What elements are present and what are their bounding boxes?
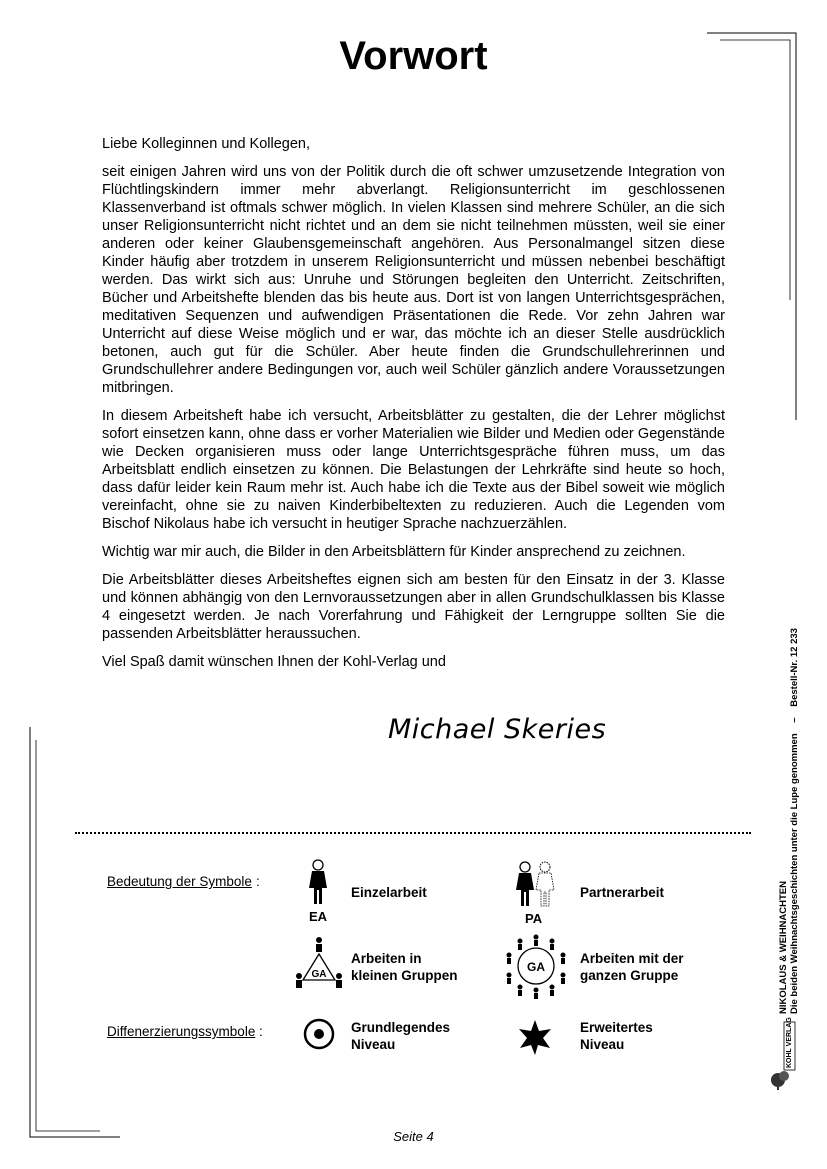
star-icon — [518, 1019, 552, 1055]
publisher-logo-text: KOHL VERLAG — [786, 1017, 793, 1068]
advanced-level-label — [580, 1019, 653, 1053]
small-group-icon — [294, 934, 344, 992]
side-separator: – — [789, 717, 800, 723]
order-number: Bestell-Nr. 12 233 — [789, 628, 800, 707]
page-number: Seite 4 — [393, 1129, 434, 1144]
foreword-text — [102, 135, 725, 681]
side-line1: NIKOLAUS & WEIHNACHTEN — [778, 881, 789, 1014]
ga-all-label-line2: ganzen Gruppe — [580, 968, 679, 983]
advanced-level-line1: Erweitertes — [580, 1020, 653, 1035]
ga-small-label-line1: Arbeiten in — [351, 951, 422, 966]
ga-small-label — [351, 950, 458, 984]
symbols-heading-colon: : — [256, 874, 260, 889]
symbols-heading: Bedeutung der Symbole — [107, 874, 252, 889]
pa-code: PA — [525, 911, 543, 926]
ga-small-code: GA — [311, 969, 327, 980]
whole-group-icon — [503, 933, 569, 999]
ga-all-code: GA — [527, 960, 545, 974]
advanced-level-line2: Niveau — [580, 1037, 625, 1052]
pa-label: Partnerarbeit — [580, 885, 665, 900]
target-circle-icon — [302, 1017, 336, 1051]
paragraph: Die Arbeitsblätter dieses Arbeitsheftes eignen sich am besten für den Einsatz in der 3. Klasse und können abhängig von den Lernvoraussetzungen aber in allen Grundschulklassen bis Klasse 4 eingesetzt werden. Je nach Vorerfahrung und Fähigkeit der Lerngruppe sollten Sie die passenden Arbeitsblätter heraussuchen. — [102, 572, 725, 642]
side-line2 — [789, 628, 800, 1014]
single-person-icon — [303, 858, 333, 908]
basic-level-label — [351, 1019, 450, 1053]
side-subtitle: Die beiden Weihnachtsgeschichten unter die Lupe genommen — [789, 733, 800, 1014]
differentiation-heading-colon: : — [259, 1024, 263, 1039]
paragraph: seit einigen Jahren wird uns von der Politik durch die oft schwer umzusetzende Integration von Flüchtlingskindern immer mehr abverlangt. Religionsunterricht im geschlossenen Klassenverband ist oftmals schwer möglich. In vielen Klassen sind mehrere Schüler, an die sich unser Religionsunterricht nicht richtet und an dem sie nicht teilnehmen müssten, weil sie einer anderen oder keiner Glaubensgemeinschaft angehören. Aus Personalmangel sitzen diese Kinder häufig aber trotzdem in unserem Religionsunterricht und müssen nebenbei beschäftigt werden. Das wirkt sich aus: Unruhe und Störungen begleiten den Unterricht. Zeitschriften, Bücher und Arbeitshefte blenden das bis heute aus. Dort ist von langen Unterrichtsgesprächen, meditativen Sequenzen und aufwendigen Präsentationen die Rede. Vor zehn Jahren war Unterricht auf diese Weise möglich und er war, das möchte ich an dieser Stelle ausdrücklich betonen, auch gut für die Schüler. Aber heute finden die Grundschullehrerinnen und Grundschullehrer andere Bedingungen vor, auch weil Schüler gänzlich andere Voraussetzungen mitbringen. — [102, 164, 725, 396]
publisher-logo — [768, 1017, 798, 1092]
two-persons-icon — [514, 860, 558, 910]
basic-level-line1: Grundlegendes — [351, 1020, 451, 1035]
basic-level-line2: Niveau — [351, 1037, 396, 1052]
dotted-divider — [75, 832, 751, 834]
paragraph: Wichtig war mir auch, die Bilder in den Arbeitsblättern für Kinder ansprechend zu zeichnen. — [102, 544, 686, 560]
salutation: Liebe Kolleginnen und Kollegen, — [102, 136, 311, 152]
page-title: Vorwort — [339, 34, 488, 78]
ga-all-label — [580, 950, 684, 984]
paragraph: In diesem Arbeitsheft habe ich versucht, Arbeitsblätter zu gestalten, die der Lehrer möglichst sofort einsetzen kann, ohne dass er vorher Materialien wie Bilder und Medien oder Gegenstände wie Decken organisieren muss oder lange Unterrichtsgespräche führen muss, um das Arbeitsblatt endlich einsetzen zu können. Die Belastungen der Lehrkräfte sind heute so hoch, dass dafür leider kein Raum mehr ist. Auch habe ich die Texte aus der Bibel soweit wie möglich vereinfacht, ohne sie zu naiven Kinderbibeltexten zu reduzieren. Auch die Legenden vom Bischof Nikolaus habe ich versucht in heutiger Sprache nachzuerzählen. — [102, 408, 725, 532]
differentiation-heading: Diffenerzierungssymbole — [107, 1024, 256, 1039]
closing-line: Viel Spaß damit wünschen Ihnen der Kohl-Verlag und — [102, 654, 446, 670]
ga-all-label-line1: Arbeiten mit der — [580, 951, 684, 966]
ga-small-label-line2: kleinen Gruppen — [351, 968, 458, 983]
signature: Michael Skeries — [388, 714, 607, 745]
ea-code: EA — [309, 909, 328, 924]
ea-label: Einzelarbeit — [351, 885, 427, 900]
